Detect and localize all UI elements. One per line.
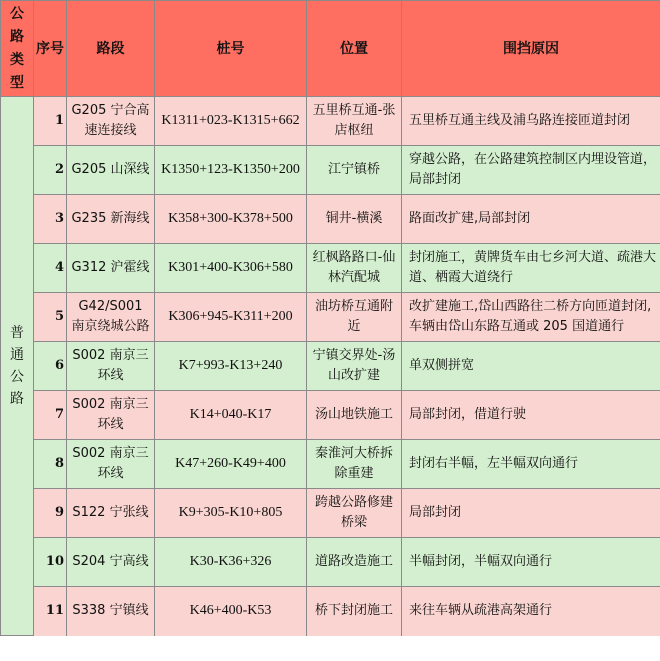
section-cell: S002 南京三环线 xyxy=(67,440,155,489)
location-cell: 江宁镇桥 xyxy=(307,146,402,195)
reason-cell: 局部封闭 xyxy=(402,489,660,538)
stake-cell: K301+400-K306+580 xyxy=(155,244,307,293)
road-type-char: 通 xyxy=(10,347,24,363)
reason-cell: 穿越公路，在公路建筑控制区内埋设管道，局部封闭 xyxy=(402,146,660,195)
seq-cell: 10 xyxy=(34,538,67,587)
header-road-type-char: 路 xyxy=(10,28,24,45)
reason-cell: 局部封闭，借道行驶 xyxy=(402,391,660,440)
road-type-char: 路 xyxy=(10,391,24,407)
reason-cell: 来往车辆从疏港高架通行 xyxy=(402,587,660,636)
location-cell: 秦淮河大桥拆除重建 xyxy=(307,440,402,489)
stake-cell: K1311+023-K1315+662 xyxy=(155,97,307,146)
location-cell: 油坊桥互通附近 xyxy=(307,293,402,342)
location-cell: 五里桥互通-张店枢纽 xyxy=(307,97,402,146)
section-cell: S204 宁高线 xyxy=(67,538,155,587)
seq-cell: 11 xyxy=(34,587,67,636)
section-cell: G312 沪霍线 xyxy=(67,244,155,293)
section-cell: G42/S001 南京绕城公路 xyxy=(67,293,155,342)
seq-cell: 2 xyxy=(34,146,67,195)
seq-cell: 8 xyxy=(34,440,67,489)
stake-cell: K306+945-K311+200 xyxy=(155,293,307,342)
seq-cell: 7 xyxy=(34,391,67,440)
location-cell: 宁镇交界处-汤山改扩建 xyxy=(307,342,402,391)
stake-cell: K47+260-K49+400 xyxy=(155,440,307,489)
header-reason: 围挡原因 xyxy=(402,1,660,97)
header-road-type xyxy=(1,1,34,97)
stake-cell: K1350+123-K1350+200 xyxy=(155,146,307,195)
table-row xyxy=(1,391,660,440)
table-row xyxy=(1,195,660,244)
header-road-type-char: 公 xyxy=(10,5,24,22)
stake-cell: K7+993-K13+240 xyxy=(155,342,307,391)
stake-cell: K358+300-K378+500 xyxy=(155,195,307,244)
reason-cell: 路面改扩建,局部封闭 xyxy=(402,195,660,244)
stake-cell: K30-K36+326 xyxy=(155,538,307,587)
seq-cell: 5 xyxy=(34,293,67,342)
section-cell: S338 宁镇线 xyxy=(67,587,155,636)
table-row xyxy=(1,440,660,489)
location-cell: 桥下封闭施工 xyxy=(307,587,402,636)
reason-cell: 封闭右半幅，左半幅双向通行 xyxy=(402,440,660,489)
seq-cell: 9 xyxy=(34,489,67,538)
header-road-type-char: 型 xyxy=(10,74,24,91)
stake-cell: K46+400-K53 xyxy=(155,587,307,636)
location-cell: 红枫路路口-仙林汽配城 xyxy=(307,244,402,293)
table-row xyxy=(1,97,660,146)
section-cell: G205 山深线 xyxy=(67,146,155,195)
section-cell: G235 新海线 xyxy=(67,195,155,244)
road-type-cell xyxy=(1,97,34,636)
location-cell: 跨越公路修建桥梁 xyxy=(307,489,402,538)
reason-cell: 单双侧拼宽 xyxy=(402,342,660,391)
stake-cell: K14+040-K17 xyxy=(155,391,307,440)
stake-cell: K9+305-K10+805 xyxy=(155,489,307,538)
reason-cell: 改扩建施工,岱山西路往二桥方向匝道封闭,车辆由岱山东路互通或 205 国道通行 xyxy=(402,293,660,342)
table-row xyxy=(1,489,660,538)
table-row xyxy=(1,293,660,342)
reason-cell: 半幅封闭，半幅双向通行 xyxy=(402,538,660,587)
table-row xyxy=(1,587,660,636)
header-seq: 序号 xyxy=(34,1,67,97)
section-cell: S122 宁张线 xyxy=(67,489,155,538)
location-cell: 汤山地铁施工 xyxy=(307,391,402,440)
location-cell: 道路改造施工 xyxy=(307,538,402,587)
header-location: 位置 xyxy=(307,1,402,97)
seq-cell: 3 xyxy=(34,195,67,244)
section-cell: S002 南京三环线 xyxy=(67,342,155,391)
table-row xyxy=(1,538,660,587)
table-row xyxy=(1,146,660,195)
header-road-type-char: 类 xyxy=(10,51,24,68)
reason-cell: 五里桥互通主线及浦乌路连接匝道封闭 xyxy=(402,97,660,146)
section-cell: S002 南京三环线 xyxy=(67,391,155,440)
section-cell: G205 宁合高速连接线 xyxy=(67,97,155,146)
table-row xyxy=(1,244,660,293)
header-stake: 桩号 xyxy=(155,1,307,97)
road-type-char: 普 xyxy=(10,325,24,341)
seq-cell: 6 xyxy=(34,342,67,391)
table-row xyxy=(1,342,660,391)
seq-cell: 1 xyxy=(34,97,67,146)
reason-cell: 封闭施工，黄牌货车由七乡河大道、疏港大道、栖霞大道绕行 xyxy=(402,244,660,293)
header-section: 路段 xyxy=(67,1,155,97)
location-cell: 铜井-横溪 xyxy=(307,195,402,244)
road-type-char: 公 xyxy=(10,369,24,385)
seq-cell: 4 xyxy=(34,244,67,293)
header-row xyxy=(1,1,660,97)
